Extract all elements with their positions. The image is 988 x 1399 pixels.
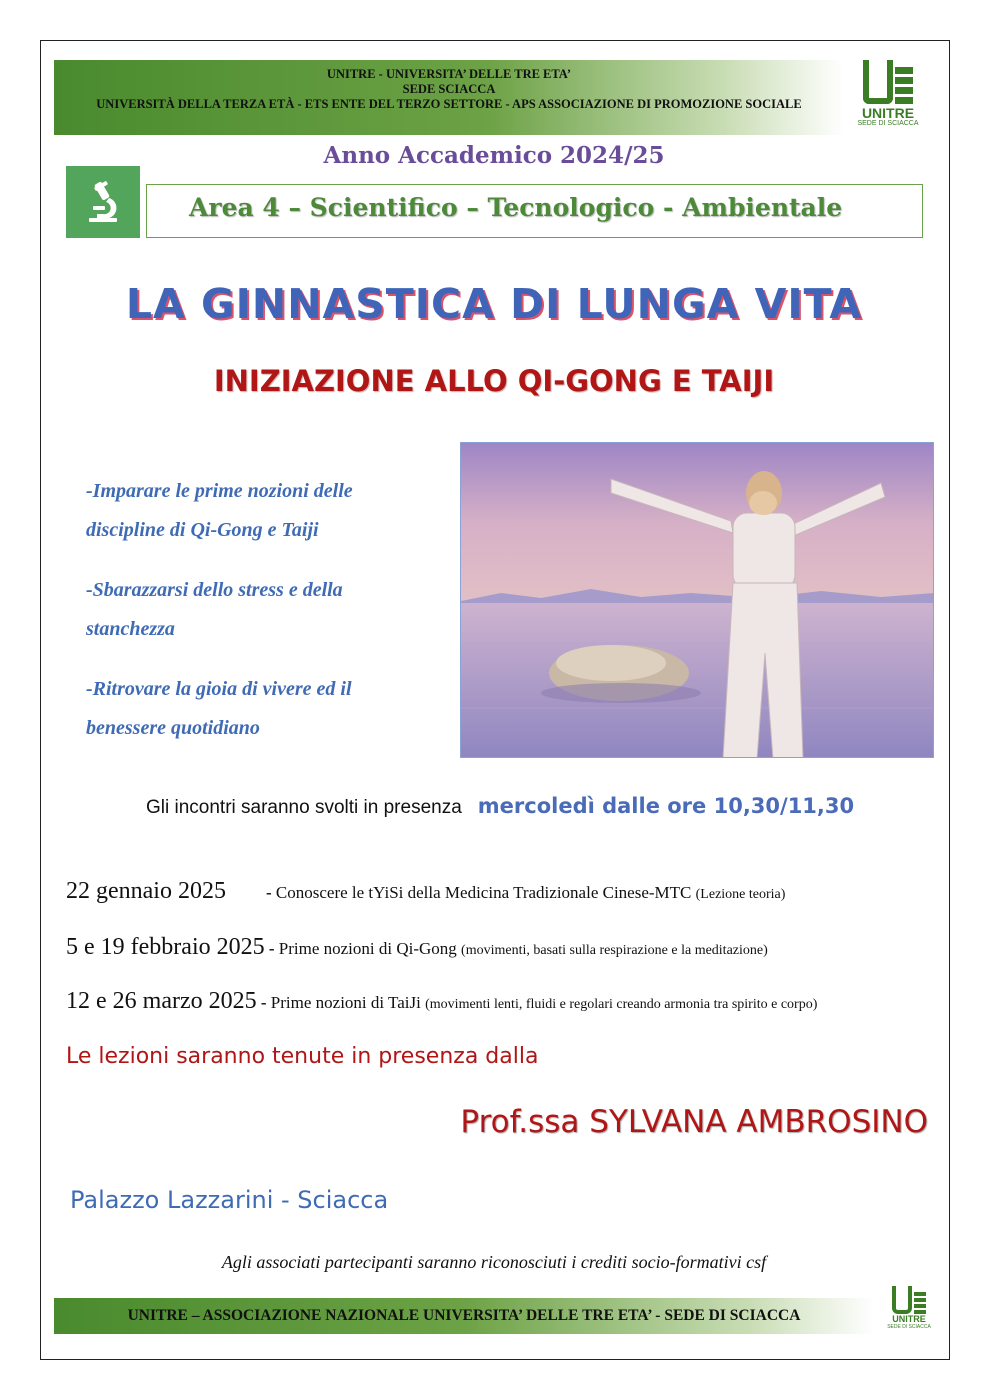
goal-item: -Imparare le prime nozioni delle discipline di Qi-Gong e Taiji bbox=[86, 480, 353, 541]
schedule-desc: Prime nozioni di Qi-Gong bbox=[278, 939, 462, 958]
schedule-dash: - bbox=[256, 993, 271, 1012]
lessons-by-text: Le lezioni saranno tenute in presenza dalla bbox=[66, 1044, 539, 1069]
header-line-3: UNIVERSITÀ DELLA TERZA ETÀ - ETS ENTE DEL TERZO SETTORE - APS ASSOCIAZIONE DI PROMOZIONE SOCIALE bbox=[96, 97, 802, 111]
header-line-1: UNITRE - UNIVERSITA’ DELLE TRE ETA’ bbox=[326, 67, 572, 81]
schedule-date: 5 e 19 febbraio 2025 bbox=[66, 934, 265, 960]
microscope-icon bbox=[66, 166, 140, 238]
header-line-2: SEDE SCIACCA bbox=[402, 82, 496, 96]
schedule-note: (movimenti lenti, fluidi e regolari creando armonia tra spirito e corpo) bbox=[425, 997, 818, 1012]
footer-banner: UNITRE – ASSOCIAZIONE NAZIONALE UNIVERSITA’ DELLE TRE ETA’ - SEDE DI SCIACCA bbox=[54, 1298, 874, 1334]
page-subtitle: INIZIAZIONE ALLO QI-GONG E TAIJI bbox=[213, 364, 775, 398]
page-title: LA GINNASTICA DI LUNGA VITA bbox=[125, 280, 863, 328]
schedule-dash: - bbox=[264, 939, 279, 958]
logo-subtitle: SEDE DI SCIACCA bbox=[857, 120, 919, 127]
schedule-row bbox=[66, 988, 817, 1015]
goals-list bbox=[86, 472, 416, 769]
schedule-date: 12 e 26 marzo 2025 bbox=[66, 988, 257, 1014]
schedule-desc: Prime nozioni di TaiJi bbox=[270, 993, 426, 1012]
header-banner bbox=[54, 60, 844, 135]
goal-item: -Sbarazzarsi dello stress e della stanchezza bbox=[86, 579, 343, 640]
schedule-note: (movimenti, basati sulla respirazione e la meditazione) bbox=[461, 943, 768, 958]
professor-name: Prof.ssa SYLVANA AMBROSINO bbox=[460, 1104, 928, 1140]
meeting-time: mercoledì dalle ore 10,30/11,30 bbox=[477, 794, 855, 818]
schedule-row bbox=[66, 878, 785, 905]
schedule-note: (Lezione teoria) bbox=[695, 887, 786, 902]
goal-item: -Ritrovare la gioia di vivere ed il benessere quotidiano bbox=[86, 678, 352, 739]
qigong-photo bbox=[460, 442, 934, 758]
meeting-info bbox=[146, 794, 854, 819]
schedule-date: 22 gennaio 2025 bbox=[66, 878, 226, 904]
logo-wordmark: UNITRE bbox=[892, 1314, 926, 1324]
meeting-intro: Gli incontri saranno svolti in presenza bbox=[146, 797, 462, 818]
logo-subtitle: SEDE DI SCIACCA bbox=[887, 1324, 931, 1330]
unitre-logo bbox=[852, 60, 924, 128]
credits-note: Agli associati partecipanti saranno riconosciuti i crediti socio-formativi csf bbox=[221, 1252, 767, 1272]
unitre-logo-footer bbox=[884, 1286, 934, 1330]
schedule-desc: Conoscere le tYiSi della Medicina Tradizionale Cinese-MTC bbox=[275, 883, 696, 902]
academic-year: Anno Accademico 2024/25 bbox=[323, 142, 665, 169]
schedule-dash: - bbox=[265, 883, 276, 902]
schedule-row bbox=[66, 934, 768, 961]
area-label: Area 4 – Scientifico – Tecnologico - Ambientale bbox=[146, 184, 923, 238]
logo-wordmark: UNITRE bbox=[861, 105, 915, 121]
venue: Palazzo Lazzarini - Sciacca bbox=[70, 1186, 389, 1214]
